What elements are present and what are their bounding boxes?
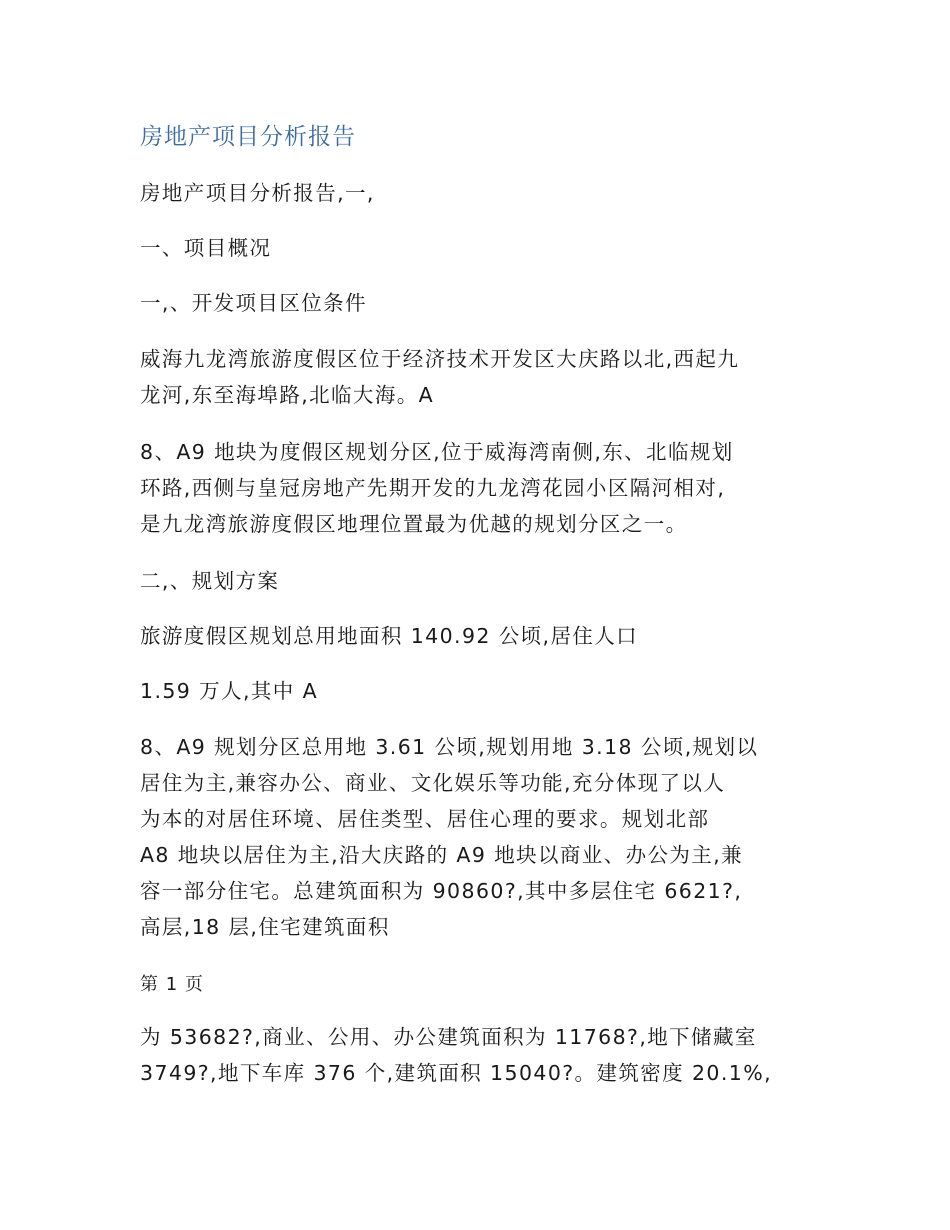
text-line: 高层,18 层,住宅建筑面积 <box>140 915 390 939</box>
paragraph-location <box>140 341 820 413</box>
document-title: 房地产项目分析报告 <box>140 124 356 150</box>
paragraph-a9-plot <box>140 434 820 542</box>
paragraph-area: 旅游度假区规划总用地面积 140.92 公顷,居住人口 <box>140 624 639 648</box>
text-line: 为 53682?,商业、公用、办公建筑面积为 11768?,地下储藏室 <box>140 1025 757 1049</box>
text-line: 居住为主,兼容办公、商业、文化娱乐等功能,充分体现了以人 <box>140 771 726 795</box>
text-line: 8、A9 地块为度假区规划分区,位于威海湾南侧,东、北临规划 <box>140 440 734 464</box>
text-line: 是九龙湾旅游度假区地理位置最为优越的规划分区之一。 <box>140 512 688 536</box>
text-line: 8、A9 规划分区总用地 3.61 公顷,规划用地 3.18 公顷,规划以 <box>140 735 759 759</box>
text-line: 威海九龙湾旅游度假区位于经济技术开发区大庆路以北,西起九 <box>140 347 740 371</box>
paragraph-plan <box>140 729 820 945</box>
heading-location: 一,、开发项目区位条件 <box>140 291 367 315</box>
subtitle: 房地产项目分析报告,一, <box>140 181 375 205</box>
paragraph-population: 1.59 万人,其中 A <box>140 679 319 703</box>
text-line: 3749?,地下车库 376 个,建筑面积 15040?。建筑密度 20.1%, <box>140 1061 773 1085</box>
text-line: 环路,西侧与皇冠房地产先期开发的九龙湾花园小区隔河相对, <box>140 476 726 500</box>
text-line: A8 地块以居住为主,沿大庆路的 A9 地块以商业、办公为主,兼 <box>140 843 744 867</box>
paragraph-continued <box>140 1019 820 1091</box>
heading-overview: 一、项目概况 <box>140 236 272 260</box>
heading-plan: 二,、规划方案 <box>140 569 280 593</box>
page-number: 第 1 页 <box>140 974 204 995</box>
text-line: 龙河,东至海埠路,北临大海。A <box>140 383 435 407</box>
text-line: 容一部分住宅。总建筑面积为 90860?,其中多层住宅 6621?, <box>140 879 743 903</box>
text-line: 为本的对居住环境、居住类型、居住心理的要求。规划北部 <box>140 807 710 831</box>
